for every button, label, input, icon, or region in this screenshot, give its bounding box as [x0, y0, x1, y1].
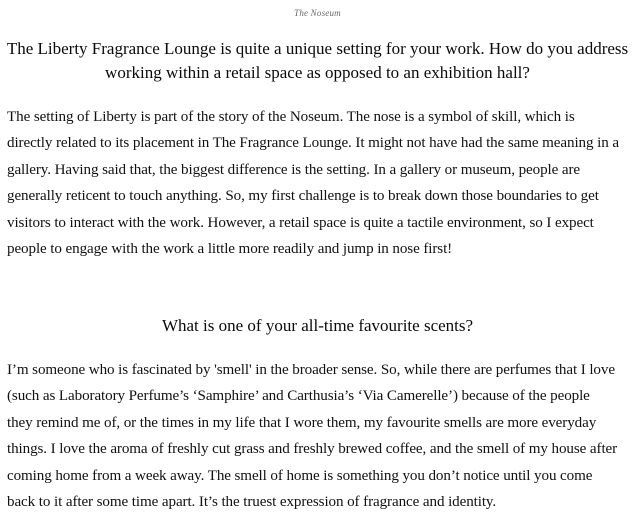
interview-answer-1: The setting of Liberty is part of the story of the Noseum. The nose is a symbol of skill, which is directly related to its placement in The Fragrance Lounge. It might not have had the same meaning in a gallery. Having said that, the biggest difference is the setting. In a gallery or museum, people are generally reticent to touch anything. So, my first challenge is to break down those boundaries to get visitors to interact with the work. However, a retail space is quite a tactile environment, so I expect people to engage with the work a little more readily and jump in nose first! [7, 109, 619, 258]
interview-question-1: The Liberty Fragrance Lounge is quite a unique setting for your work. How do you address working within a retail space as opposed to an exhibition hall? [6, 39, 629, 82]
interview-answer-2: I’m someone who is fascinated by 'smell' in the broader sense. So, while there are perfumes that I love (such as Laboratory Perfume’s ‘Samphire’ and Carthusia’s ‘Via Camerelle’) because of the people they remind me of, or the times in my life that I wore them, my favourite smells are more everyday things. I love the aroma of freshly cut grass and freshly brewed coffee, and the smell of my house after coming home from a week away. The smell of home is something you don’t notice until you come back to it after some time apart. It’s the truest expression of fragrance and identity. [7, 362, 618, 511]
running-head: The Noseum [294, 8, 341, 18]
interview-question-2: What is one of your all-time favourite scents? [161, 316, 474, 335]
